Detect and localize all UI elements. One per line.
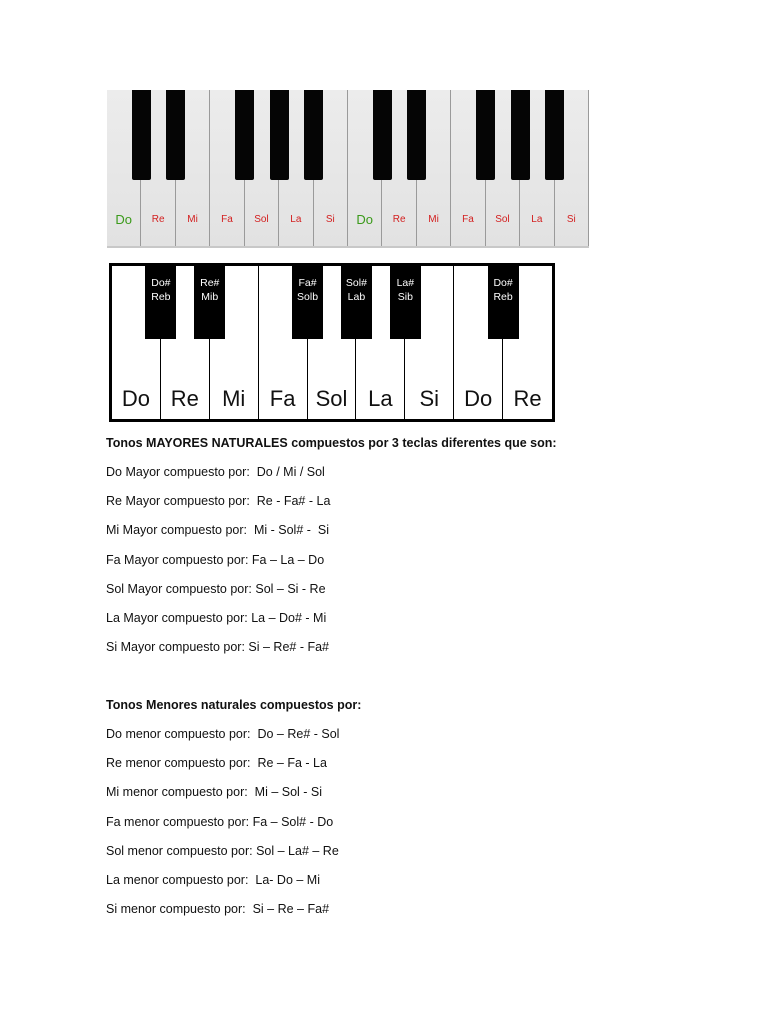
white-key-label: Do [115, 212, 133, 227]
minor-chord-line: Si menor compuesto por: Si – Re – Fa# [106, 902, 330, 917]
white-key-label: Sol [315, 386, 348, 411]
black-key [132, 90, 151, 180]
black-key-flat-label: Reb [493, 291, 513, 303]
black-key [373, 90, 392, 180]
major-chord-line: Re Mayor compuesto por: Re - Fa# - La [106, 494, 331, 509]
black-key [407, 90, 426, 180]
major-chord-line: Do Mayor compuesto por: Do / Mi / Sol [106, 465, 325, 479]
black-key-flat-label: Reb [151, 291, 171, 303]
white-key-label: Si [419, 386, 440, 411]
black-key [488, 266, 519, 339]
white-key-label: Sol [495, 214, 510, 225]
major-chord-line: La Mayor compuesto por: La – Do# - Mi [106, 611, 327, 625]
black-key-flat-label: Sib [397, 291, 413, 303]
black-key [270, 90, 289, 180]
white-key-label: Si [325, 214, 335, 225]
white-key-label: Fa [269, 386, 296, 411]
piano-keyboard-labeled [107, 90, 589, 248]
white-key-label: Fa [462, 214, 474, 225]
white-key-label: Re [513, 386, 542, 411]
black-key-sharp-label: Fa# [298, 277, 317, 289]
keyboard-baseline [107, 246, 589, 248]
major-heading: Tonos MAYORES NATURALES compuestos por 3 teclas diferentes que son: [106, 436, 557, 450]
major-chord-line: Fa Mayor compuesto por: Fa – La – Do [106, 552, 325, 567]
black-key-flat-label: Mib [201, 291, 219, 303]
black-key-flat-label: Solb [297, 291, 319, 303]
white-key-label: La [290, 214, 302, 225]
minor-chord-line: Mi menor compuesto por: Mi – Sol - Si [106, 785, 323, 800]
major-chord-line: Mi Mayor compuesto por: Mi - Sol# - Si [106, 523, 329, 538]
minor-chord-line: Sol menor compuesto por: Sol – La# – Re [106, 843, 339, 858]
minor-chord-line: Do menor compuesto por: Do – Re# - Sol [106, 727, 340, 741]
black-key [194, 266, 225, 339]
black-key [476, 90, 495, 180]
white-key-label: Do [356, 212, 374, 227]
white-key-label: Si [566, 214, 576, 225]
white-key-label: Mi [428, 214, 439, 225]
white-key-label: La [368, 386, 393, 411]
white-key-label: Mi [187, 214, 198, 225]
white-key-label: Do [464, 386, 493, 411]
minor-chord-line: La menor compuesto por: La- Do – Mi [106, 873, 320, 887]
black-key [166, 90, 185, 180]
minor-chord-line: Fa menor compuesto por: Fa – Sol# - Do [106, 814, 334, 829]
black-key-sharp-label: La# [396, 277, 415, 289]
major-chord-line: Sol Mayor compuesto por: Sol – Si - Re [106, 581, 326, 596]
white-key-label: Fa [221, 214, 233, 225]
black-key [235, 90, 254, 180]
black-key [545, 90, 564, 180]
white-key-label: La [531, 214, 543, 225]
white-key-label: Do [121, 386, 150, 411]
black-key [292, 266, 323, 339]
black-key-sharp-label: Do# [151, 277, 171, 289]
black-key [145, 266, 176, 339]
black-key-sharp-label: Do# [493, 277, 513, 289]
black-key [341, 266, 372, 339]
minor-heading: Tonos Menores naturales compuestos por: [106, 698, 362, 712]
piano-keyboard-sharps-flats [109, 263, 555, 422]
black-key-sharp-label: Sol# [345, 277, 367, 289]
white-key-label: Mi [222, 386, 246, 411]
white-key-label: Re [170, 386, 199, 411]
minor-chord-line: Re menor compuesto por: Re – Fa - La [106, 756, 327, 771]
white-key-label: Re [151, 214, 165, 225]
major-chord-line: Si Mayor compuesto por: Si – Re# - Fa# [106, 640, 330, 655]
black-key [511, 90, 530, 180]
white-key-label: Re [392, 214, 406, 225]
black-key [390, 266, 421, 339]
black-key-sharp-label: Re# [200, 277, 220, 289]
white-key-label: Sol [254, 214, 269, 225]
black-key-flat-label: Lab [347, 291, 366, 303]
black-key [304, 90, 323, 180]
